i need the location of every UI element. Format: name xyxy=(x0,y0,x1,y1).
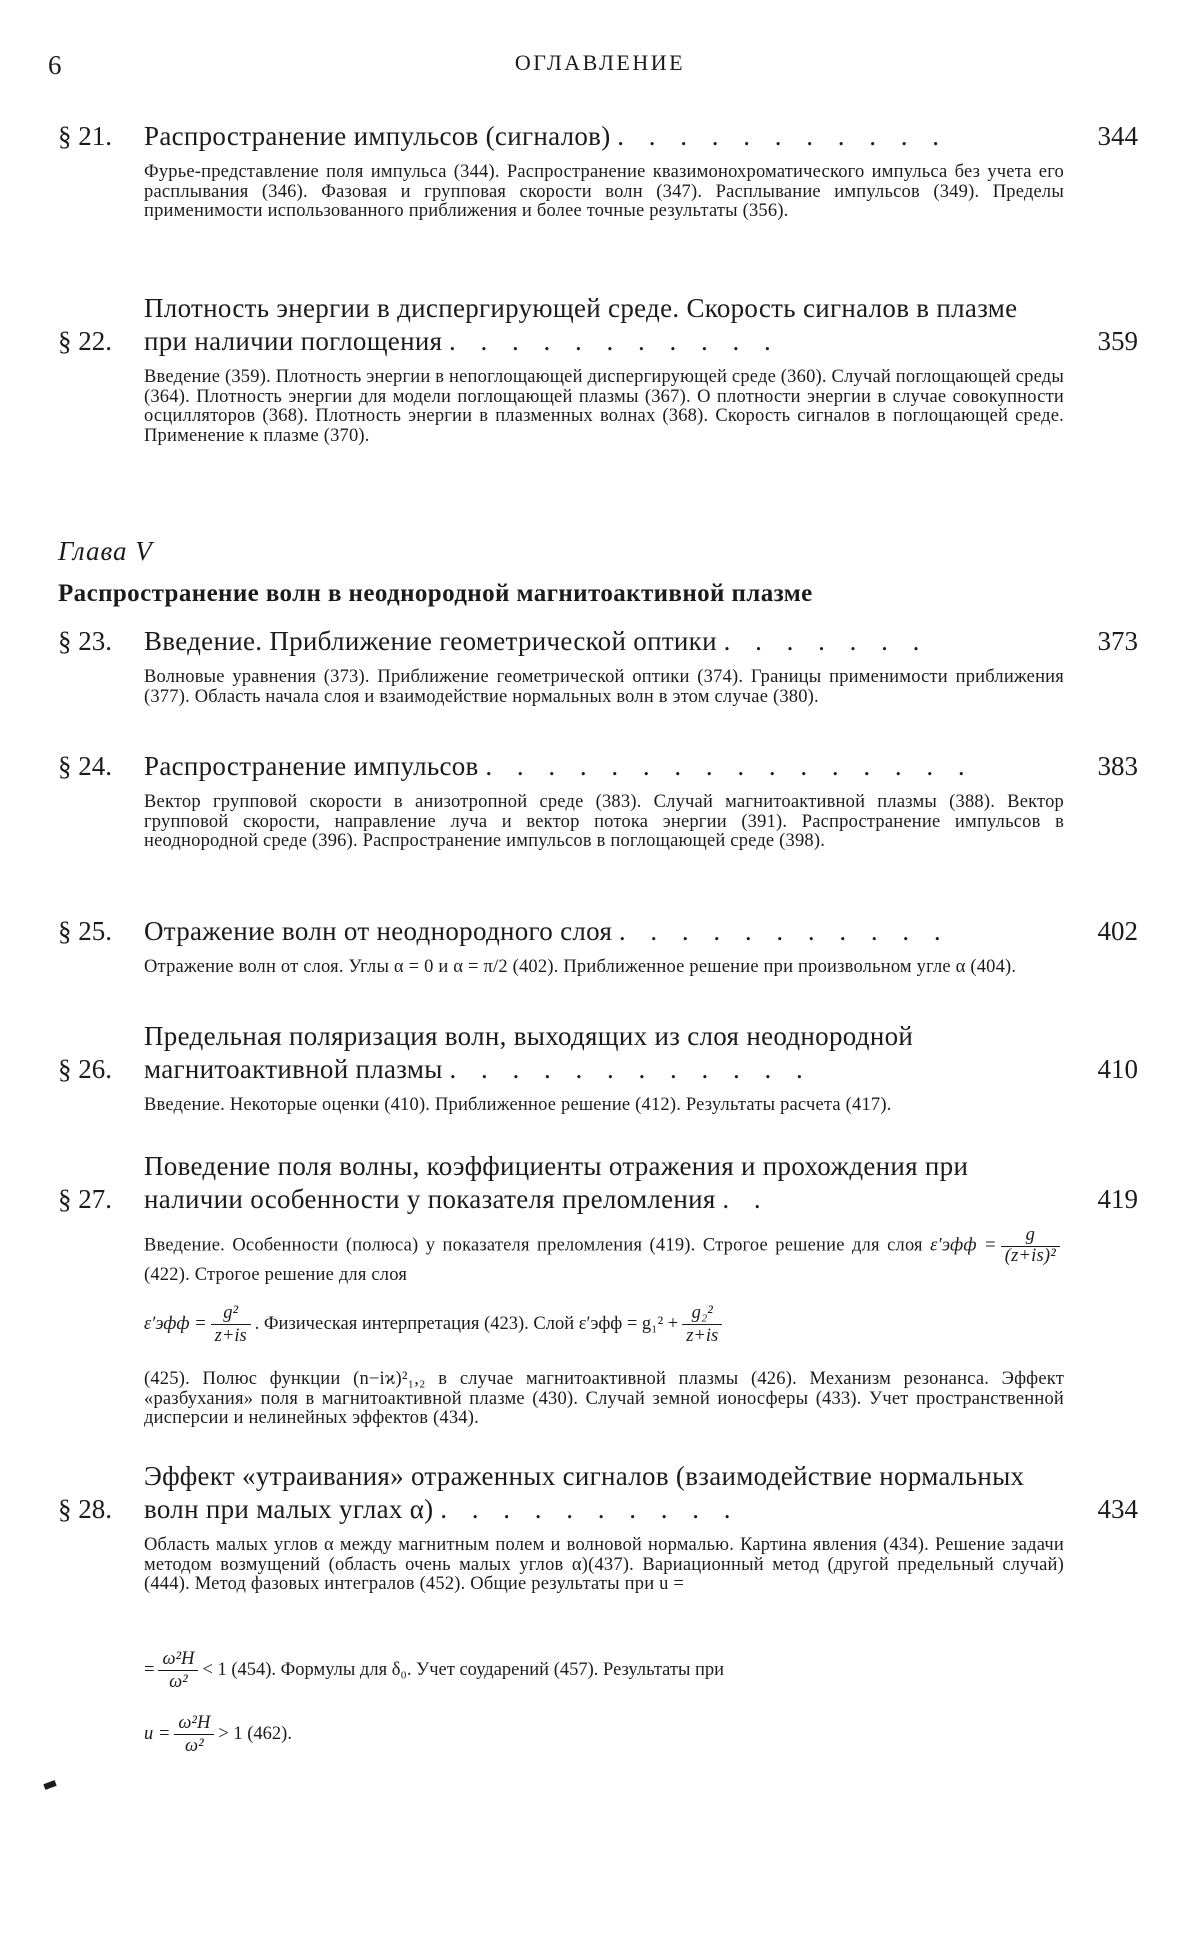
section-number: § 22. xyxy=(58,326,112,356)
section-description: Введение. Особенности (полюса) у показателя преломления (419). Строгое решение для слоя ε′эфф = $\frac{g}{\text{(z+is)²}}$ (422). Строгое решение для слоя xyxy=(144,1226,1064,1286)
section-description: Вектор групповой скорости в анизотропной среде (383). Случай магнитоактивной плазмы (388). Вектор групповой скорости, направление луча и вектор потока энергии (391). Распространение импульсов в неоднородной среде (396). Распространение импульсов в поглощающей среде (398). xyxy=(144,792,1064,851)
section-title: Распространение импульсов xyxy=(144,751,479,781)
formula-line-28a: = $\frac{\text{ω²H}}{\text{ω²}}$ < 1 (454). Формулы для δ₀. Учет соударений (457). Результаты при xyxy=(144,1649,725,1692)
toc-entry-27[interactable]: § 27. Поведение поля волны, коэффициенты отражения и прохождения при наличии особенности у показателя преломления . . 419 Введение. Особенности (полюса) у показателя преломления (419). Строгое решение для слоя ε′эфф = $\frac{g}{\text{(z+is)²}}$ (422). Строгое решение для слоя xyxy=(58,1151,1138,1285)
toc-entry-23[interactable]: § 23. Введение. Приближение геометрической оптики . . . . . . . 373 Волновые уравнения (373). Приближение геометрической оптики (374). Границы применимости приближения (377). Область начала слоя и взаимодействие нормальных волн в этом случае (380). xyxy=(58,626,1138,707)
section-title: Отражение волн от неоднородного слоя xyxy=(144,916,613,946)
section-description: Область малых углов α между магнитным полем и волновой нормалью. Картина явления (434). Решение задачи методом возмущений (область очень малых углов α)(437). Вариационный метод (другой предельный случай) (444). Метод фазовых интегралов (452). Общие результаты при u = xyxy=(144,1535,1064,1594)
toc-entry-24[interactable]: § 24. Распространение импульсов . . . . . . . . . . . . . . . . 383 Вектор групповой скорости в анизотропной среде (383). Случай магнитоактивной плазмы (388). Вектор групповой скорости, направление луча и вектор потока энергии (391). Распространение импульсов в неоднородной среде (396). Распространение импульсов в поглощающей среде (398). xyxy=(58,751,1138,851)
page-number: 6 xyxy=(48,50,62,80)
toc-entry-26[interactable]: § 26. Предельная поляризация волн, выходящих из слоя неоднородной магнитоактивной плазмы . . . . . . . . . . . . 410 Введение. Некоторые оценки (410). Приближенное решение (412). Результаты расчета (417). xyxy=(58,1021,1138,1115)
section-page: 434 xyxy=(1097,1494,1138,1524)
section-description: Введение (359). Плотность энергии в непоглощающей диспергирующей среде (360). Случай поглощающей среды (364). Плотность энергии для модели поглощающей плазмы (367). О плотности энергии в случае совокупности осцилляторов (368). Плотность энергии в плазменных волнах (368). Скорость сигналов в поглощающей среде. Применение к плазме (370). xyxy=(144,367,1064,446)
section-number: § 25. xyxy=(58,916,112,946)
section-number: § 24. xyxy=(58,751,112,781)
section-page: 402 xyxy=(1097,916,1138,946)
ink-mark xyxy=(43,1780,56,1790)
section-number: § 27. xyxy=(58,1184,112,1214)
section-description: Введение. Некоторые оценки (410). Приближенное решение (412). Результаты расчета (417). xyxy=(144,1095,892,1115)
toc-entry-21[interactable]: § 21. Распространение импульсов (сигналов) . . . . . . . . . . . 344 Фурье-представление поля импульса (344). Распространение квазимонохроматического импульса без учета его расплывания (346). Фазовая и групповая скорости волн (347). Расплывание импульсов (349). Пределы применимости использованного приближения и более точные результаты (356). xyxy=(58,121,1138,221)
section-description: Волновые уравнения (373). Приближение геометрической оптики (374). Границы применимости приближения (377). Область начала слоя и взаимодействие нормальных волн в этом случае (380). xyxy=(144,667,1064,707)
toc-entry-22[interactable]: § 22. Плотность энергии в диспергирующей среде. Скорость сигналов в плазме при наличии поглощения . . . . . . . . . . . 359 Введение (359). Плотность энергии в непоглощающей диспергирующей среде (360). Случай поглощающей среды (364). Плотность энергии для модели поглощающей плазмы (367). О плотности энергии в случае совокупности осцилляторов (368). Плотность энергии в плазменных волнах (368). Скорость сигналов в поглощающей среде. Применение к плазме (370). xyxy=(58,293,1138,446)
epsilon-eff-formula-1: ε′эфф = xyxy=(930,1235,997,1256)
section-title: Введение. Приближение геометрической оптики xyxy=(144,626,717,656)
section-page: 419 xyxy=(1097,1184,1138,1214)
section-page: 410 xyxy=(1097,1054,1138,1084)
formula-line-27a: ε′эфф = $\frac{\text{g²}}{z+is}$ . Физическая интерпретация (423). Слой ε′эфф = g₁² + $\frac{\text{g₂²}}{z+is}$ xyxy=(144,1302,726,1347)
chapter-title: Распространение волн в неоднородной магнитоактивной плазме xyxy=(58,580,813,607)
section-title: Эффект «утраивания» отраженных сигналов (взаимодействие нормальных волн при малых углах α) xyxy=(144,1461,1025,1524)
section-title: Предельная поляризация волн, выходящих из слоя неоднородной магнитоактивной плазмы xyxy=(144,1021,914,1084)
section-title: Распространение импульсов (сигналов) xyxy=(144,121,611,151)
section-description-cont: (425). Полюс функции (n−iϰ)²₁,₂ в случае магнитоактивной плазмы (426). Механизм резонанса. Эффект «разбухания» поля в магнитоактивной плазме (430). Случай земной ионосферы (433). Учет пространственной дисперсии и нелинейных эффектов (434). xyxy=(144,1369,1064,1428)
formula-line-28b: u = $\frac{\text{ω²H}}{\text{ω²}}$ > 1 (462). xyxy=(144,1713,292,1756)
section-title: Плотность энергии в диспергирующей среде. Скорость сигналов в плазме при наличии поглощения xyxy=(144,293,1018,356)
section-description: Отражение волн от слоя. Углы α = 0 и α = π/2 (402). Приближенное решение при произвольном угле α (404). xyxy=(144,957,1017,977)
section-number: § 26. xyxy=(58,1054,112,1084)
section-number: § 21. xyxy=(58,121,112,151)
section-page: 359 xyxy=(1097,326,1138,356)
running-header: ОГЛАВЛЕНИЕ xyxy=(514,50,686,75)
section-page: 383 xyxy=(1097,751,1138,781)
toc-entry-28[interactable]: § 28. Эффект «утраивания» отраженных сигналов (взаимодействие нормальных волн при малых углах α) . . . . . . . . . . 434 Область малых углов α между магнитным полем и волновой нормалью. Картина явления (434). Решение задачи методом возмущений (область очень малых углов α)(437). Вариационный метод (другой предельный случай) (444). Метод фазовых интегралов (452). Общие результаты при u = xyxy=(58,1461,1138,1594)
chapter-label: Глава V xyxy=(58,536,153,566)
section-number: § 23. xyxy=(58,626,112,656)
section-page: 344 xyxy=(1097,121,1138,151)
section-page: 373 xyxy=(1097,626,1138,656)
section-description: Фурье-представление поля импульса (344). Распространение квазимонохроматического импульса без учета его расплывания (346). Фазовая и групповая скорости волн (347). Расплывание импульсов (349). Пределы применимости использованного приближения и более точные результаты (356). xyxy=(144,162,1064,221)
toc-entry-25[interactable]: § 25. Отражение волн от неоднородного слоя . . . . . . . . . . . 402 Отражение волн от слоя. Углы α = 0 и α = π/2 (402). Приближенное решение при произвольном угле α (404). xyxy=(58,916,1138,977)
section-title: Поведение поля волны, коэффициенты отражения и прохождения при наличии особенности у показателя преломления xyxy=(144,1151,969,1214)
section-number: § 28. xyxy=(58,1494,112,1524)
